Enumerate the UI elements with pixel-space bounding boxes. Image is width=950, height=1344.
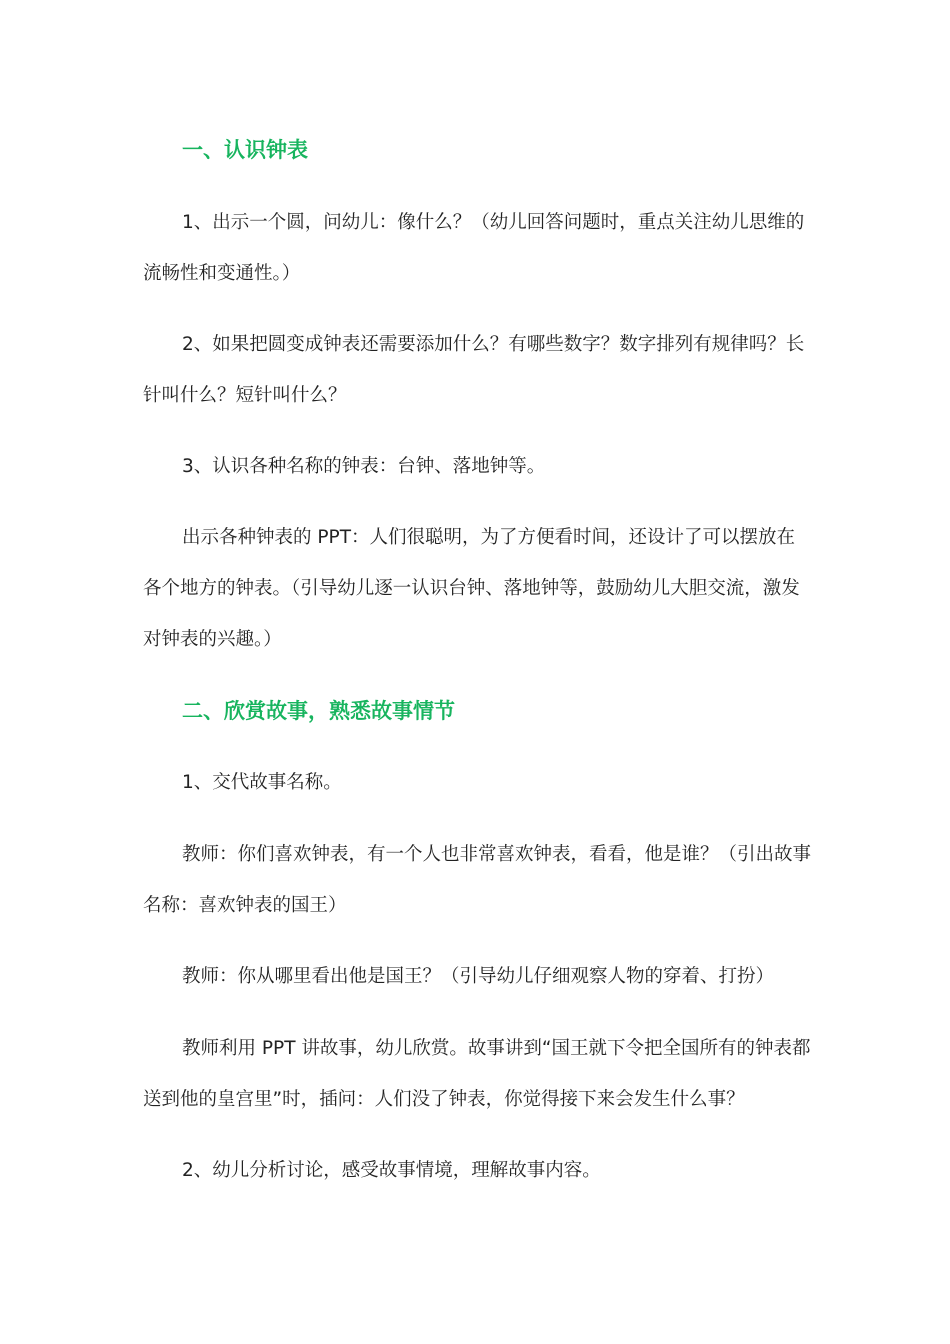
section-1-paragraph-1: 1、出示一个圆，问幼儿：像什么？（幼儿回答问题时，重点关注幼儿思维的流畅性和变通性。） [143, 212, 805, 284]
section-1-paragraph-4: 出示各种钟表的 PPT：人们很聪明，为了方便看时间，还设计了可以摆放在各个地方的钟表。（引导幼儿逐一认识台钟、落地钟等，鼓励幼儿大胆交流，激发对钟表的兴趣。） [143, 527, 800, 650]
section-1-paragraph-2: 2、如果把圆变成钟表还需要添加什么？有哪些数字？数字排列有规律吗？长针叫什么？短针叫什么？ [143, 334, 805, 406]
section-2-paragraph-5: 2、幼儿分析讨论，感受故事情境，理解故事内容。 [182, 1160, 601, 1181]
section-2-paragraph-2: 教师：你们喜欢钟表，有一个人也非常喜欢钟表，看看，他是谁？（引出故事名称：喜欢钟表的国王） [143, 844, 812, 916]
section-2-paragraph-1: 1、交代故事名称。 [182, 772, 342, 793]
section-2-paragraph-3: 教师：你从哪里看出他是国王？（引导幼儿仔细观察人物的穿着、打扮） [182, 966, 775, 987]
section-1-heading: 一、认识钟表 [182, 138, 308, 162]
section-2-paragraph-4: 教师利用 PPT 讲故事，幼儿欣赏。故事讲到“国王就下令把全国所有的钟表都送到他的皇宫里”时，插问：人们没了钟表，你觉得接下来会发生什么事？ [143, 1038, 811, 1110]
section-1-paragraph-3: 3、认识各种名称的钟表：台钟、落地钟等。 [182, 456, 546, 477]
section-2-heading: 二、欣赏故事，熟悉故事情节 [182, 699, 455, 723]
